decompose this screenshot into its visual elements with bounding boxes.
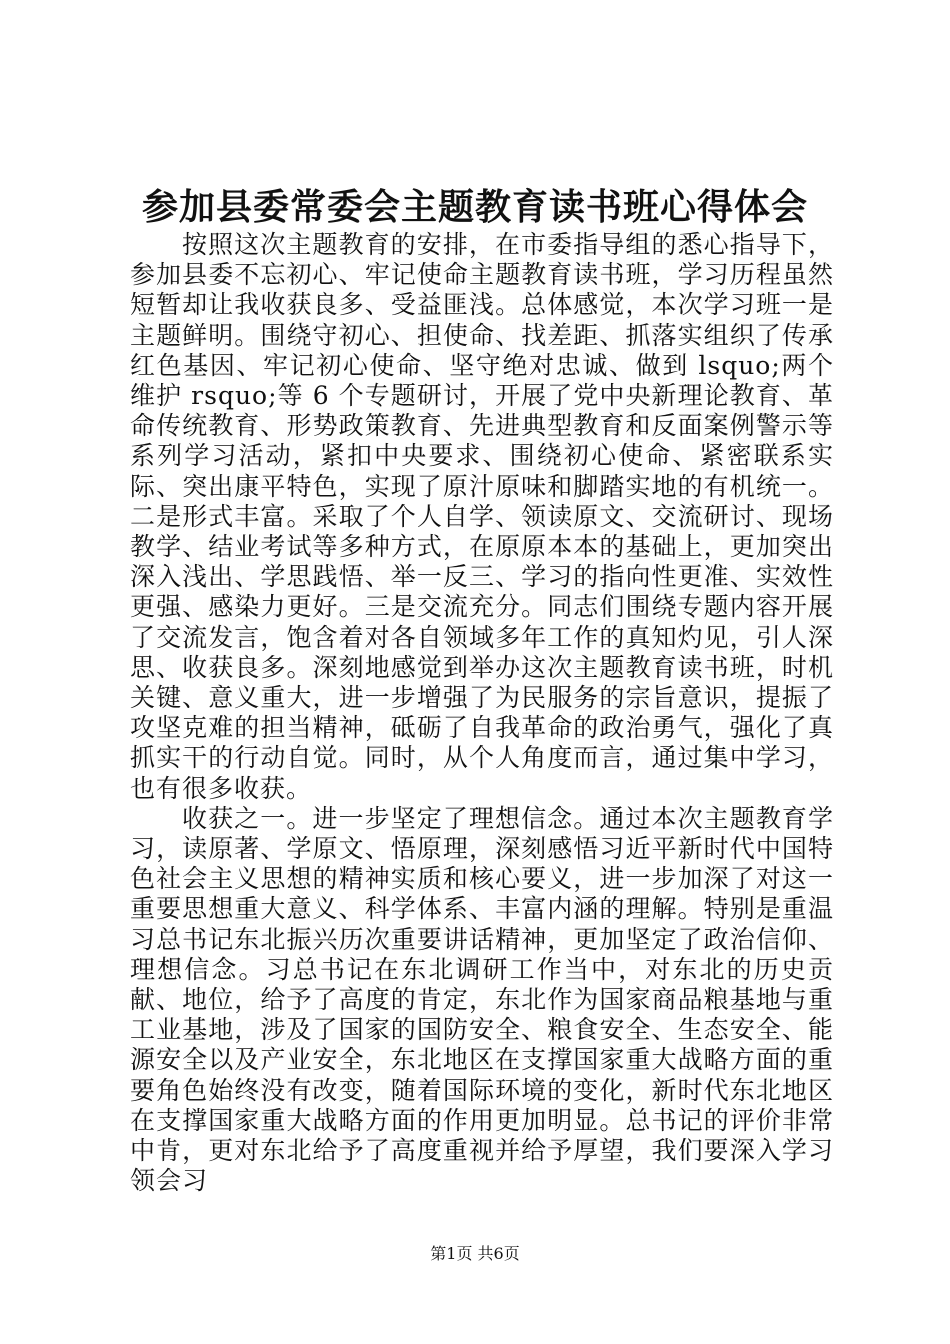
- document-body: [130, 230, 834, 1197]
- paragraph-1: 按照这次主题教育的安排，在市委指导组的悉心指导下，参加县委不忘初心、牢记使命主题教育读书班，学习历程虽然短暂却让我收获良多、受益匪浅。总体感觉，本次学习班一是主题鲜明。围绕守初心、担使命、找差距、抓落实组织了传承红色基因、牢记初心使命、坚守绝对忠诚、做到 lsquo;两个维护 rsquo;等 6 个专题研讨，开展了党中央新理论教育、革命传统教育、形势政策教育、先进典型教育和反面案例警示等系列学习活动，紧扣中央要求、围绕初心使命、紧密联系实际、突出康平特色，实现了原汁原味和脚踏实地的有机统一。二是形式丰富。采取了个人自学、领读原文、交流研讨、现场教学、结业考试等多种方式，在原原本本的基础上，更加突出深入浅出、学思践悟、举一反三、学习的指向性更准、实效性更强、感染力更好。三是交流充分。同志们围绕专题内容开展了交流发言，饱含着对各自领域多年工作的真知灼见，引人深思、收获良多。深刻地感觉到举办这次主题教育读书班，时机关键、意义重大，进一步增强了为民服务的宗旨意识，提振了攻坚克难的担当精神，砥砺了自我革命的政治勇气，强化了真抓实干的行动自觉。同时，从个人角度而言，通过集中学习，也有很多收获。: [130, 230, 834, 803]
- page-footer: 第1页 共6页: [430, 1244, 520, 1263]
- document-title: 参加县委常委会主题教育读书班心得体会: [141, 186, 808, 228]
- paragraph-2: 收获之一。进一步坚定了理想信念。通过本次主题教育学习，读原著、学原文、悟原理，深刻感悟习近平新时代中国特色社会主义思想的精神实质和核心要义，进一步加深了对这一重要思想重大意义、科学体系、丰富内涵的理解。特别是重温习总书记东北振兴历次重要讲话精神，更加坚定了政治信仰、理想信念。习总书记在东北调研工作当中，对东北的历史贡献、地位，给予了高度的肯定，东北作为国家商品粮基地与重工业基地，涉及了国家的国防安全、粮食安全、生态安全、能源安全以及产业安全，东北地区在支撑国家重大战略方面的重要角色始终没有改变，随着国际环境的变化，新时代东北地区在支撑国家重大战略方面的作用更加明显。总书记的评价非常中肯，更对东北给予了高度重视并给予厚望，我们要深入学习领会习: [130, 803, 834, 1196]
